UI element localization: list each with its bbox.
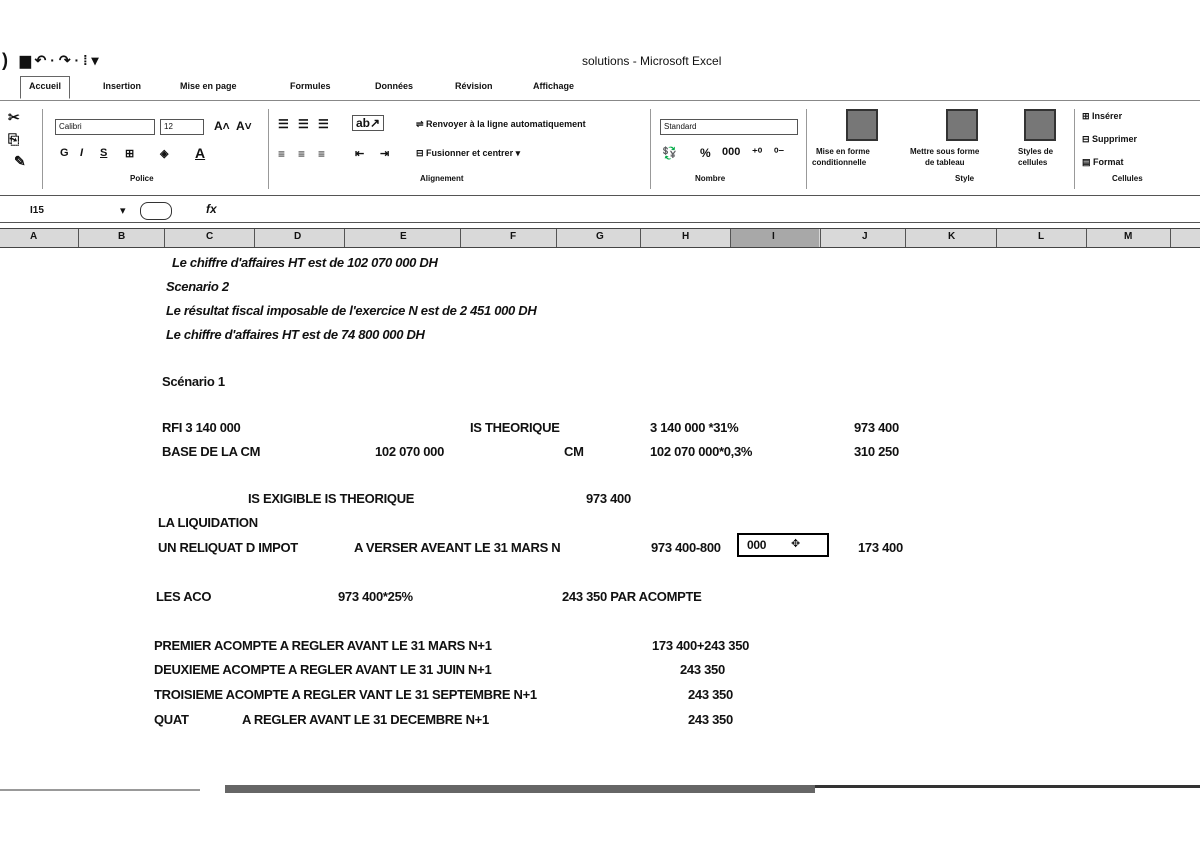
cell-r1[interactable]: Le chiffre d'affaires HT est de 102 070 000 DH xyxy=(172,255,438,270)
formula-bar-cancel[interactable] xyxy=(140,202,172,220)
cell-styles-label-2[interactable]: cellules xyxy=(1018,158,1048,167)
active-cell-i15[interactable] xyxy=(737,533,829,557)
thousands-icon[interactable]: 000 xyxy=(722,146,741,158)
align-right-icon[interactable]: ≡ xyxy=(318,147,326,161)
wrap-text-button[interactable] xyxy=(416,119,586,130)
format-icon: ▤ xyxy=(1082,157,1094,167)
cell-cm-formula[interactable]: 102 070 000*0,3% xyxy=(650,444,753,459)
title-bar xyxy=(0,48,1200,74)
grow-font-icon[interactable]: A˄ xyxy=(214,119,230,133)
fill-color-icon[interactable]: ◈ xyxy=(160,148,169,160)
col-header-m[interactable]: M xyxy=(1124,231,1133,242)
format-table-icon[interactable] xyxy=(946,109,978,141)
insert-button[interactable]: ⊞ Insérer xyxy=(1082,111,1123,121)
group-label-police: Police xyxy=(130,174,154,183)
col-header-h[interactable]: H xyxy=(682,231,690,242)
col-header-i[interactable]: I xyxy=(772,231,775,242)
quick-access-toolbar[interactable]: ▆ ↶ · ↷ · ⁞ ▾ xyxy=(20,52,99,68)
decrease-decimal-icon[interactable]: ⁰⁻ xyxy=(774,147,785,159)
merge-center-label: Fusionner et centrer xyxy=(426,148,514,158)
conditional-format-label-1[interactable]: Mise en forme xyxy=(816,147,870,156)
borders-icon[interactable]: ⊞ xyxy=(125,148,135,160)
cell-reliquat-formula[interactable]: 973 400-800 xyxy=(651,540,721,555)
cell-liquidation[interactable]: LA LIQUIDATION xyxy=(158,515,258,530)
col-header-l[interactable]: L xyxy=(1038,231,1045,242)
tab-accueil[interactable]: Accueil xyxy=(20,76,70,99)
tab-insertion[interactable]: Insertion xyxy=(103,81,142,91)
cell-quat[interactable]: QUAT xyxy=(154,712,189,727)
formula-bar xyxy=(0,200,1200,223)
conditional-format-icon[interactable] xyxy=(846,109,878,141)
align-top-icon[interactable]: ☰ xyxy=(278,117,289,131)
tab-formules[interactable]: Formules xyxy=(290,81,331,91)
group-label-style: Style xyxy=(955,174,975,183)
cell-deuxieme-value[interactable]: 243 350 xyxy=(680,662,725,677)
italic-icon[interactable]: I xyxy=(80,147,84,159)
active-cell-value: 000 xyxy=(747,538,767,552)
currency-icon[interactable]: 💱 xyxy=(662,146,677,160)
col-header-g[interactable]: G xyxy=(596,231,604,242)
cell-aco-formula[interactable]: 973 400*25% xyxy=(338,589,413,604)
group-label-cellules: Cellules xyxy=(1112,174,1143,183)
cell-r2[interactable]: Scenario 2 xyxy=(166,279,229,294)
font-size-select[interactable]: 12 xyxy=(160,119,204,135)
bold-icon[interactable]: G xyxy=(60,147,69,159)
format-table-label-2[interactable]: de tableau xyxy=(925,158,965,167)
align-center-icon[interactable]: ≡ xyxy=(298,147,306,161)
cell-cm[interactable]: CM xyxy=(564,444,584,459)
cell-aco[interactable]: LES ACO xyxy=(156,589,212,604)
cell-is-theorique[interactable]: IS THEORIQUE xyxy=(470,420,560,435)
copy-icon[interactable]: ⎘ xyxy=(8,131,20,147)
merge-center-button[interactable]: ⊟ Fusionner et centrer ▾ xyxy=(416,148,521,158)
cell-reliquat-value[interactable]: 173 400 xyxy=(858,540,903,555)
wrap-text-icon: ⇌ xyxy=(416,119,427,129)
cell-troisieme-value[interactable]: 243 350 xyxy=(688,687,733,702)
group-label-alignement: Alignement xyxy=(420,174,464,183)
font-name-select[interactable]: Calibri xyxy=(55,119,155,135)
col-header-f[interactable]: F xyxy=(510,231,517,242)
cell-quat-text[interactable]: A REGLER AVANT LE 31 DECEMBRE N+1 xyxy=(242,712,489,727)
font-color-icon[interactable]: A xyxy=(195,145,206,161)
cell-aco-value[interactable]: 243 350 PAR ACOMPTE xyxy=(562,589,702,604)
decrease-indent-icon[interactable]: ⇤ xyxy=(355,148,365,160)
cell-is-value[interactable]: 973 400 xyxy=(854,420,899,435)
align-left-icon[interactable]: ≡ xyxy=(278,147,286,161)
cell-r3[interactable]: Le résultat fiscal imposable de l'exercice N est de 2 451 000 DH xyxy=(166,303,537,318)
name-box-dropdown-icon[interactable]: ▾ xyxy=(120,205,126,217)
cell-base-cm-value[interactable]: 102 070 000 xyxy=(375,444,444,459)
col-header-c[interactable]: C xyxy=(206,231,214,242)
office-button[interactable]: ) xyxy=(2,50,8,70)
horizontal-scrollbar[interactable] xyxy=(0,785,1200,797)
ribbon xyxy=(0,101,1200,196)
cell-premier-value[interactable]: 173 400+243 350 xyxy=(652,638,750,653)
cell-base-cm[interactable]: BASE DE LA CM xyxy=(162,444,261,459)
cell-scenario1[interactable]: Scénario 1 xyxy=(162,374,225,389)
cell-premier[interactable]: PREMIER ACOMPTE A REGLER AVANT LE 31 MARS N+1 xyxy=(154,638,492,653)
group-label-nombre: Nombre xyxy=(695,174,726,183)
cell-rfi[interactable]: RFI 3 140 000 xyxy=(162,420,241,435)
cell-reliquat[interactable]: UN RELIQUAT D IMPOT xyxy=(158,540,298,555)
cell-reliquat-text[interactable]: A VERSER AVEANT LE 31 MARS N xyxy=(354,540,561,555)
shrink-font-icon[interactable]: A˅ xyxy=(236,119,252,133)
name-box[interactable]: I15 xyxy=(30,205,44,216)
cell-r4[interactable]: Le chiffre d'affaires HT est de 74 800 000 DH xyxy=(166,327,425,342)
percent-icon[interactable]: % xyxy=(700,146,711,160)
align-middle-icon[interactable]: ☰ xyxy=(298,117,309,131)
col-header-b[interactable]: B xyxy=(118,231,126,242)
format-button[interactable]: ▤ Format xyxy=(1082,157,1124,167)
cell-cm-value[interactable]: 310 250 xyxy=(854,444,899,459)
align-bottom-icon[interactable]: ☰ xyxy=(318,117,329,131)
cell-styles-label-1[interactable]: Styles de xyxy=(1018,147,1054,156)
format-table-label-1[interactable]: Mettre sous forme xyxy=(910,147,980,156)
increase-indent-icon[interactable]: ⇥ xyxy=(380,148,390,160)
col-header-i-selected xyxy=(731,229,819,247)
cell-is-exigible-value[interactable]: 973 400 xyxy=(586,491,631,506)
conditional-format-label-2[interactable]: conditionnelle xyxy=(812,158,867,167)
cell-troisieme[interactable]: TROISIEME ACOMPTE A REGLER VANT LE 31 SEPTEMBRE N+1 xyxy=(154,687,537,702)
col-header-k[interactable]: K xyxy=(948,231,956,242)
underline-icon[interactable]: S xyxy=(100,147,108,159)
insert-icon: ⊞ xyxy=(1082,111,1093,121)
wrap-text-label: Renvoyer à la ligne automatiquement xyxy=(426,119,586,129)
scrollbar-thumb[interactable] xyxy=(225,785,815,793)
fx-icon[interactable]: fx xyxy=(206,202,217,216)
col-header-e[interactable]: E xyxy=(400,231,407,242)
tab-donnees[interactable]: Données xyxy=(375,81,414,91)
tab-revision[interactable]: Révision xyxy=(455,81,493,91)
merge-icon: ⊟ xyxy=(416,148,427,158)
cell-styles-icon[interactable] xyxy=(1024,109,1056,141)
tab-affichage[interactable]: Affichage xyxy=(533,81,575,91)
format-painter-icon[interactable]: ✎ xyxy=(14,153,26,169)
tab-mise-en-page[interactable]: Mise en page xyxy=(180,81,237,91)
cell-quat-value[interactable]: 243 350 xyxy=(688,712,733,727)
increase-decimal-icon[interactable]: ⁺⁰ xyxy=(752,147,763,159)
number-format-select[interactable]: Standard xyxy=(660,119,798,135)
column-header xyxy=(0,228,1200,248)
paste-icon[interactable]: ✂ xyxy=(8,109,20,125)
ribbon-tabs xyxy=(0,76,1200,101)
cell-is-formula[interactable]: 3 140 000 *31% xyxy=(650,420,739,435)
orientation-icon[interactable]: ab↗ xyxy=(352,115,384,131)
col-header-j[interactable]: J xyxy=(862,231,868,242)
col-header-d[interactable]: D xyxy=(294,231,302,242)
cursor-icon: ✥ xyxy=(791,538,801,550)
col-header-a[interactable]: A xyxy=(30,231,38,242)
delete-button[interactable]: ⊟ Supprimer xyxy=(1082,134,1138,144)
window-title: solutions - Microsoft Excel xyxy=(582,54,722,68)
cell-is-exigible[interactable]: IS EXIGIBLE IS THEORIQUE xyxy=(248,491,415,506)
delete-icon: ⊟ xyxy=(1082,134,1093,144)
cell-deuxieme[interactable]: DEUXIEME ACOMPTE A REGLER AVANT LE 31 JUIN N+1 xyxy=(154,662,492,677)
